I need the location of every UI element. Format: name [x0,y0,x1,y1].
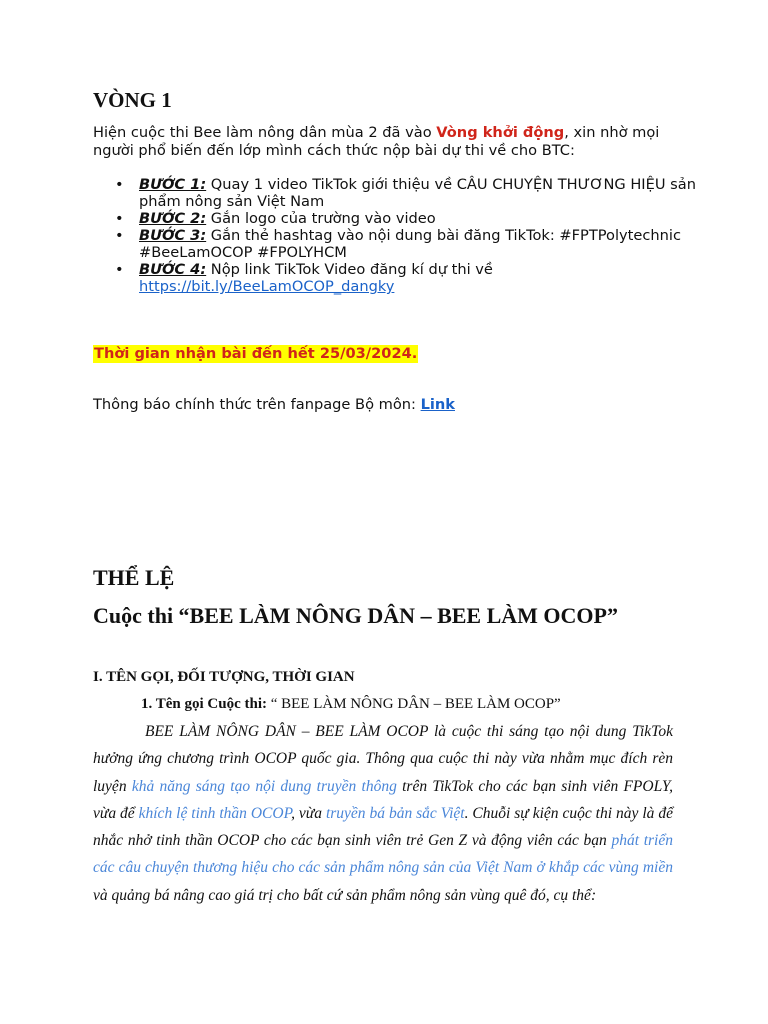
para-text: trên TikTok cho các bạn sinh viên FPOLY, vừa để [93,777,673,822]
round-title: VÒNG 1 [93,88,172,112]
description-paragraph [93,718,673,909]
step-label: BƯỚC 3: [139,227,207,244]
contest-title: Cuộc thi “BEE LÀM NÔNG DÂN – BEE LÀM OCOP” [93,603,618,628]
list-item [139,261,729,295]
para-highlight: phát triển các câu chuyện thương hiệu cho các sản phẩm nông sản của Việt Nam ở khắp các vùng miền [93,832,673,877]
item-value: “ BEE LÀM NÔNG DÂN – BEE LÀM OCOP” [266,696,561,712]
steps-list [93,176,729,295]
registration-link[interactable]: https://bit.ly/BeeLamOCOP_dangky [139,278,395,295]
step-label: BƯỚC 1: [139,176,207,193]
intro-highlight: Vòng khởi động [436,124,565,141]
para-text: , vừa [291,804,326,822]
para-text: . Chuỗi sự kiện cuộc thi này là để nhắc nhở tinh thần OCOP cho các bạn sinh viên trẻ Gen Z và động viên các bạn [93,804,673,850]
para-text: và quảng bá nâng cao giá trị cho bất cứ sản phẩm nông sản vùng quê đó, cụ thể: [93,886,597,904]
intro-paragraph [93,124,683,160]
step-text: Nộp link TikTok Video đăng kí dự thi về [206,261,493,278]
announcement-text: Thông báo chính thức trên fanpage Bộ môn: [93,396,421,413]
step-text: Quay 1 video TikTok giới thiệu về CÂU CHUYỆN THƯƠNG HIỆU sản phẩm nông sản Việt Nam [139,176,696,210]
para-text: BEE LÀM NÔNG DÂN – BEE LÀM OCOP là cuộc thi sáng tạo nội dung TikTok hưởng ứng chương trình OCOP quốc gia. Thông qua cuộc thi này vừa nhằm mục đích rèn luyện [93,723,673,795]
step-label: BƯỚC 2: [139,210,207,227]
announcement [93,396,455,414]
contest-name-item [141,695,561,713]
list-item [139,210,729,227]
list-item [139,227,729,261]
para-highlight: khích lệ tinh thần OCOP [138,804,292,822]
section-heading: I. TÊN GỌI, ĐỐI TƯỢNG, THỜI GIAN [93,669,355,685]
step-text: Gắn logo của trường vào video [206,210,436,227]
step-text: Gắn thẻ hashtag vào nội dung bài đăng TikTok: #FPTPolytechnic #BeeLamOCOP #FPOLYHCM [139,227,681,261]
para-highlight: truyền bá bản sắc Việt [325,804,465,822]
list-item [139,176,729,210]
deadline-notice: Thời gian nhận bài đến hết 25/03/2024. [94,345,418,362]
intro-text-end: , xin nhờ mọi người phổ biến đến lớp mình cách thức nộp bài dự thi về cho BTC: [93,124,660,159]
rules-title: THỂ LỆ [93,565,175,590]
intro-text: Hiện cuộc thi Bee làm nông dân mùa 2 đã vào [93,124,437,141]
step-label: BƯỚC 4: [139,261,207,278]
fanpage-link[interactable]: Link [420,396,455,413]
para-highlight: khả năng sáng tạo nội dung truyền thông [131,777,397,795]
item-label: 1. Tên gọi Cuộc thi: [141,696,267,712]
